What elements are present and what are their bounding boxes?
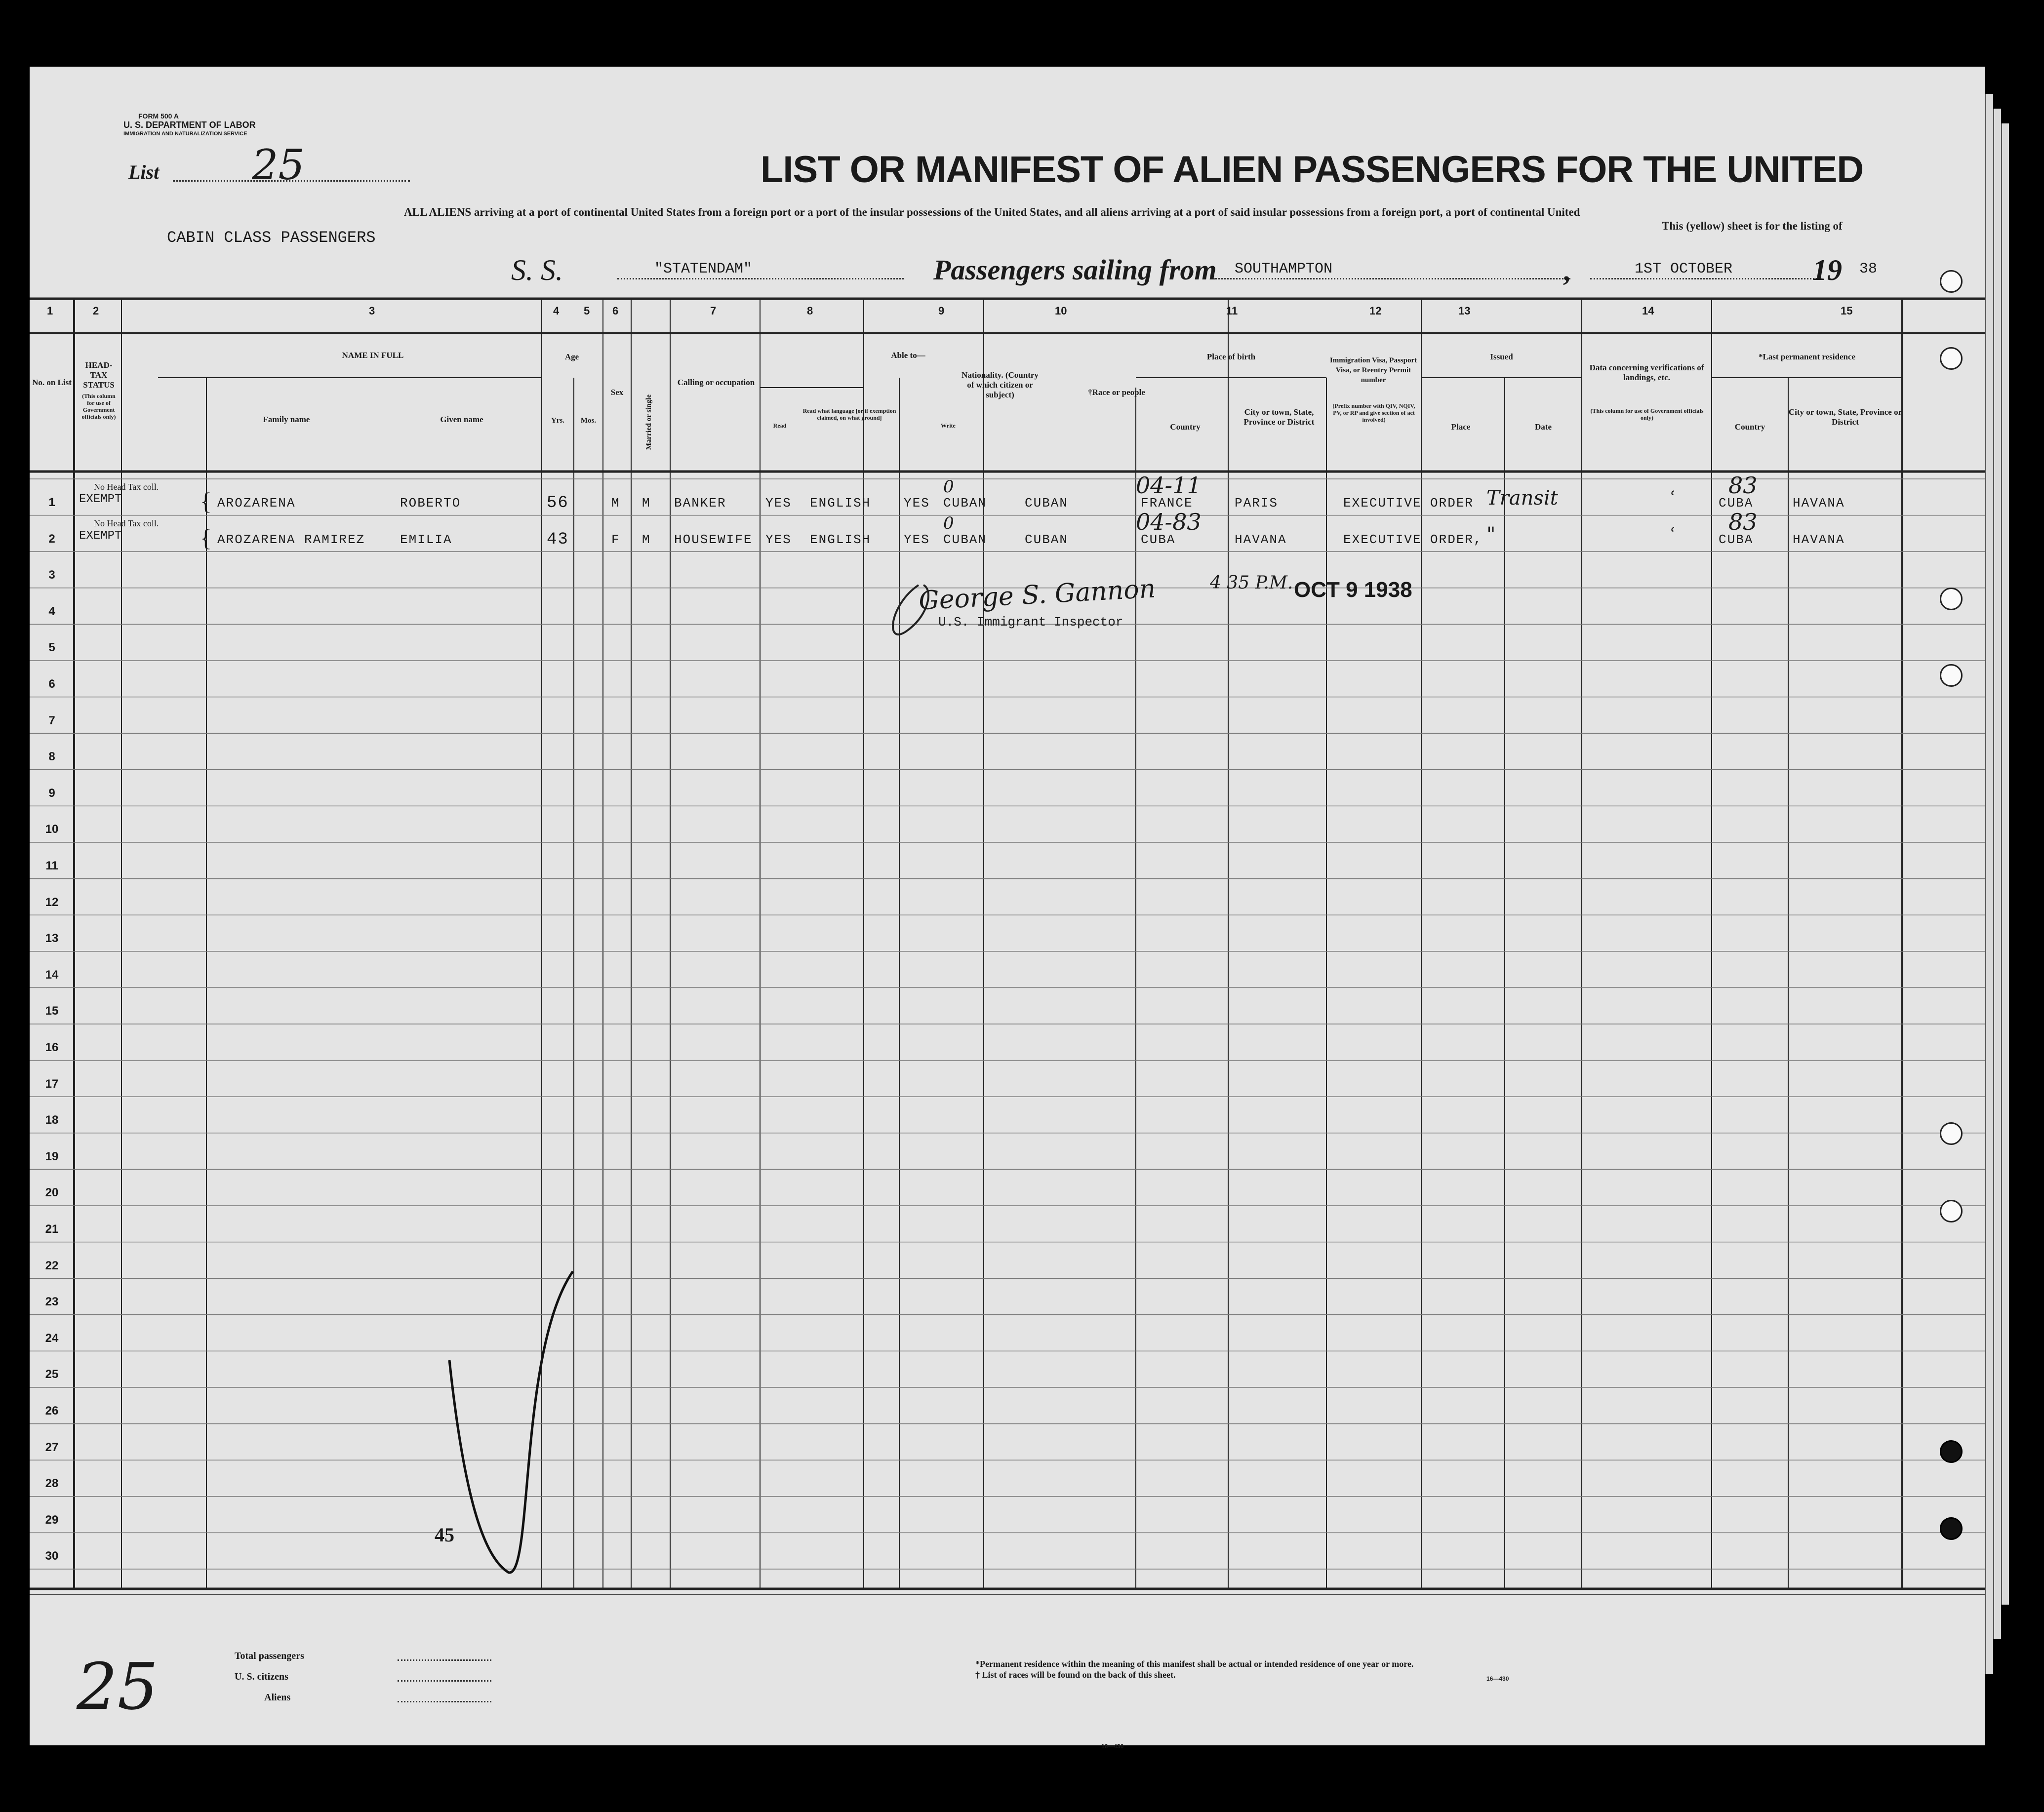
residence-code: 83 bbox=[1728, 508, 1758, 535]
binder-hole bbox=[1940, 1517, 1963, 1540]
column-number-4: 4 bbox=[553, 305, 560, 317]
visa-handwritten: Transit bbox=[1486, 487, 1558, 510]
header-name-in-full: NAME IN FULL bbox=[342, 351, 404, 360]
row-number: 30 bbox=[45, 1549, 59, 1563]
column-number-7: 7 bbox=[710, 305, 717, 317]
visa: EXECUTIVE ORDER bbox=[1343, 496, 1474, 511]
manifest-sheet bbox=[30, 67, 1985, 1750]
row-number: 28 bbox=[45, 1477, 59, 1491]
list-number: 25 bbox=[252, 141, 305, 189]
age-years: 43 bbox=[547, 530, 569, 549]
header-birth-city: City or town, State, Province or District bbox=[1243, 407, 1315, 427]
footnote-races: † List of races will be found on the back of this sheet. bbox=[975, 1670, 1176, 1680]
us-citizens-label: U. S. citizens bbox=[235, 1671, 288, 1682]
header-read-language: Read what language [or if exemption claimed, on what ground] bbox=[802, 407, 896, 421]
column-number-13: 13 bbox=[1458, 305, 1471, 317]
header-issued: Issued bbox=[1490, 352, 1513, 361]
sailing-label: Passengers sailing from bbox=[933, 254, 1217, 286]
column-number-1: 1 bbox=[47, 305, 53, 317]
year-prefix: 19 bbox=[1812, 254, 1842, 286]
header-res-city: City or town, State, Province or District bbox=[1788, 407, 1902, 427]
header-yrs: Yrs. bbox=[551, 417, 565, 425]
manifest-subtitle: ALL ALIENS arriving at a port of continental United States from a foreign port or a port of the insular possessions of the United States, and all aliens arriving at a port of said insular possessions from a foreign port, a port of continental United bbox=[404, 206, 1580, 218]
year-suffix: 38 bbox=[1859, 261, 1878, 277]
row-number: 18 bbox=[45, 1113, 59, 1127]
manifest-title: LIST OR MANIFEST OF ALIEN PASSENGERS FOR THE UNITED bbox=[761, 149, 1864, 191]
married-status: M bbox=[642, 496, 651, 511]
manifest-grid bbox=[30, 67, 1985, 1745]
visa-handwritten: " bbox=[1486, 523, 1496, 546]
header-res-country: Country bbox=[1734, 422, 1765, 432]
nationality-mark: 0 bbox=[943, 477, 954, 497]
row-number: 2 bbox=[48, 532, 55, 546]
bracket: { bbox=[200, 523, 212, 551]
row-number: 21 bbox=[45, 1222, 59, 1236]
row-number: 9 bbox=[48, 786, 55, 800]
family-name: AROZARENA bbox=[217, 496, 296, 511]
read-language: ENGLISH bbox=[810, 532, 871, 547]
row-number: 1 bbox=[48, 496, 55, 509]
header-sex: Sex bbox=[610, 388, 624, 397]
row-number: 22 bbox=[45, 1259, 59, 1272]
birth-country: FRANCE bbox=[1141, 496, 1193, 511]
header-issued-place: Place bbox=[1451, 422, 1471, 432]
header-read: Read bbox=[773, 422, 787, 429]
binder-hole bbox=[1940, 347, 1963, 370]
header-visa: Immigration Visa, Passport Visa, or Reentry Permit number bbox=[1329, 356, 1417, 384]
row-number: 5 bbox=[48, 641, 55, 655]
visa: EXECUTIVE ORDER, bbox=[1343, 532, 1483, 547]
bracket: { bbox=[200, 487, 212, 515]
binder-hole bbox=[1940, 588, 1963, 610]
age-years: 56 bbox=[547, 494, 569, 512]
port: SOUTHAMPTON bbox=[1235, 261, 1333, 277]
signature-flourish bbox=[879, 575, 1077, 654]
birth-code: 04-11 bbox=[1136, 472, 1202, 499]
header-family-name: Family name bbox=[263, 415, 310, 424]
married-status: M bbox=[642, 532, 651, 547]
binder-hole bbox=[1940, 1200, 1963, 1222]
header-landings: Data concerning verifications of landings, etc. bbox=[1589, 363, 1704, 382]
nationality: CUBAN bbox=[943, 496, 987, 511]
ss-label: S. S. bbox=[511, 254, 563, 286]
head-tax-status: No Head Tax coll. bbox=[94, 482, 159, 492]
row-number: 25 bbox=[45, 1368, 59, 1381]
read: YES bbox=[765, 532, 792, 547]
row-number: 19 bbox=[45, 1149, 59, 1163]
row-number: 14 bbox=[45, 968, 59, 982]
page-edge bbox=[2001, 123, 2009, 1605]
header-able-to: Able to— bbox=[891, 351, 925, 360]
comma: , bbox=[1563, 255, 1570, 287]
row-number: 12 bbox=[45, 895, 59, 909]
footnote-residence: *Permanent residence within the meaning of this manifest shall be actual or intended residence of one year or more. bbox=[975, 1659, 1414, 1669]
binder-hole bbox=[1940, 270, 1963, 293]
nationality-mark: 0 bbox=[943, 513, 954, 533]
residence-code: 83 bbox=[1728, 472, 1758, 499]
header-mos: Mos. bbox=[580, 417, 597, 425]
column-number-3: 3 bbox=[369, 305, 375, 317]
header-issued-date: Date bbox=[1535, 422, 1552, 432]
sailing-date: 1ST OCTOBER bbox=[1635, 261, 1733, 277]
row-number: 13 bbox=[45, 932, 59, 945]
residence-country: CUBA bbox=[1719, 496, 1754, 511]
write: YES bbox=[904, 532, 930, 547]
column-number-8: 8 bbox=[807, 305, 813, 317]
read: YES bbox=[765, 496, 792, 511]
birth-country: CUBA bbox=[1141, 532, 1176, 547]
row-number: 16 bbox=[45, 1041, 59, 1054]
row-number: 8 bbox=[48, 750, 55, 764]
total-passengers-line bbox=[398, 1659, 491, 1661]
race: CUBAN bbox=[1025, 532, 1069, 547]
column-number-12: 12 bbox=[1369, 305, 1382, 317]
form-number: FORM 500 A bbox=[138, 112, 179, 120]
header-visa-note: (Prefix number with QIV, NQIV, PV, or RP and give section of act involved) bbox=[1332, 402, 1415, 423]
row-number: 7 bbox=[48, 713, 55, 727]
write: YES bbox=[904, 496, 930, 511]
head-tax-stamp: EXEMPT bbox=[79, 493, 122, 506]
column-number-9: 9 bbox=[938, 305, 945, 317]
head-tax-status: No Head Tax coll. bbox=[94, 518, 159, 528]
family-name: AROZARENA RAMIREZ bbox=[217, 532, 365, 547]
inspector-signature: George S. Gannon bbox=[918, 574, 1157, 616]
verification-tick: ʿ bbox=[1669, 524, 1675, 545]
calling: BANKER bbox=[674, 496, 726, 511]
row-number: 27 bbox=[45, 1440, 59, 1454]
row-number: 6 bbox=[48, 677, 55, 691]
column-number-2: 2 bbox=[93, 305, 99, 317]
column-number-14: 14 bbox=[1642, 305, 1654, 317]
row-number: 10 bbox=[45, 823, 59, 836]
department: U. S. DEPARTMENT OF LABOR bbox=[123, 120, 256, 130]
birth-code: 04-83 bbox=[1136, 508, 1202, 535]
sex: F bbox=[611, 532, 620, 547]
ship-name: "STATENDAM" bbox=[654, 261, 753, 277]
given-name: EMILIA bbox=[400, 532, 452, 547]
column-number-15: 15 bbox=[1841, 305, 1853, 317]
birth-city: PARIS bbox=[1235, 496, 1279, 511]
row-number: 24 bbox=[45, 1331, 59, 1345]
page-mark: 25 bbox=[77, 1649, 159, 1724]
binder-hole bbox=[1940, 1440, 1963, 1463]
list-label: List bbox=[128, 161, 160, 183]
header-head-tax: HEAD-TAX STATUS bbox=[83, 360, 115, 390]
us-citizens-line bbox=[398, 1680, 491, 1682]
row-number: 4 bbox=[48, 604, 55, 618]
column-number-6: 6 bbox=[612, 305, 619, 317]
header-race: †Race or people bbox=[1088, 388, 1145, 397]
nationality: CUBAN bbox=[943, 532, 987, 547]
residence-city: HAVANA bbox=[1793, 496, 1845, 511]
page-edge bbox=[1985, 94, 1993, 1674]
binder-hole bbox=[1940, 664, 1963, 687]
header-landings-note: (This column for use of Government officials only) bbox=[1590, 407, 1704, 421]
aliens-line bbox=[398, 1701, 491, 1702]
column-number-11: 11 bbox=[1226, 305, 1238, 317]
header-given-name: Given name bbox=[440, 415, 483, 424]
printer-code-bottom: 16—430 bbox=[1101, 1743, 1124, 1750]
binder-hole bbox=[1940, 1122, 1963, 1145]
service: IMMIGRATION AND NATURALIZATION SERVICE bbox=[123, 131, 247, 137]
inspector-title: U.S. Immigrant Inspector bbox=[938, 615, 1123, 630]
column-number-5: 5 bbox=[584, 305, 590, 317]
header-age: Age bbox=[564, 352, 579, 361]
row-number: 15 bbox=[45, 1004, 59, 1018]
inspection-time: 4 35 P.M. bbox=[1210, 573, 1293, 593]
class-label: CABIN CLASS PASSENGERS bbox=[167, 229, 376, 247]
column-number-10: 10 bbox=[1055, 305, 1067, 317]
row-number: 29 bbox=[45, 1513, 59, 1527]
check-stroke bbox=[444, 1252, 593, 1597]
header-nationality: Nationality. (Country of which citizen or subject) bbox=[962, 370, 1039, 399]
row-number: 3 bbox=[48, 568, 55, 582]
header-birth-country: Country bbox=[1170, 422, 1201, 432]
sheet-count: 45 bbox=[435, 1524, 454, 1546]
header-last-residence: *Last permanent residence bbox=[1758, 352, 1856, 361]
residence-country: CUBA bbox=[1719, 532, 1754, 547]
header-calling: Calling or occupation bbox=[677, 378, 755, 387]
read-language: ENGLISH bbox=[810, 496, 871, 511]
header-place-of-birth: Place of birth bbox=[1206, 352, 1256, 361]
row-number: 17 bbox=[45, 1077, 59, 1091]
page-edge bbox=[1993, 109, 2001, 1639]
residence-city: HAVANA bbox=[1793, 532, 1845, 547]
head-tax-stamp: EXEMPT bbox=[79, 529, 122, 543]
aliens-label: Aliens bbox=[264, 1692, 291, 1703]
total-passengers-label: Total passengers bbox=[235, 1651, 304, 1661]
row-number: 20 bbox=[45, 1186, 59, 1200]
header-no-on-list: No. on List bbox=[32, 378, 72, 387]
given-name: ROBERTO bbox=[400, 496, 461, 511]
calling: HOUSEWIFE bbox=[674, 532, 753, 547]
header-head-tax-note: (This column for use of Government officials only) bbox=[81, 393, 116, 420]
printer-code: 16—430 bbox=[1486, 1675, 1509, 1682]
inspection-stamp-date: OCT 9 1938 bbox=[1294, 578, 1412, 602]
header-write: Write bbox=[941, 422, 956, 429]
verification-tick: ʿ bbox=[1669, 488, 1675, 509]
header-married: Married or single bbox=[645, 394, 653, 450]
row-number: 11 bbox=[45, 859, 58, 872]
birth-city: HAVANA bbox=[1235, 532, 1287, 547]
row-number: 23 bbox=[45, 1295, 59, 1309]
sex: M bbox=[611, 496, 620, 511]
row-number: 26 bbox=[45, 1404, 59, 1418]
race: CUBAN bbox=[1025, 496, 1069, 511]
manifest-subtitle-2: This (yellow) sheet is for the listing of bbox=[1662, 220, 1843, 232]
